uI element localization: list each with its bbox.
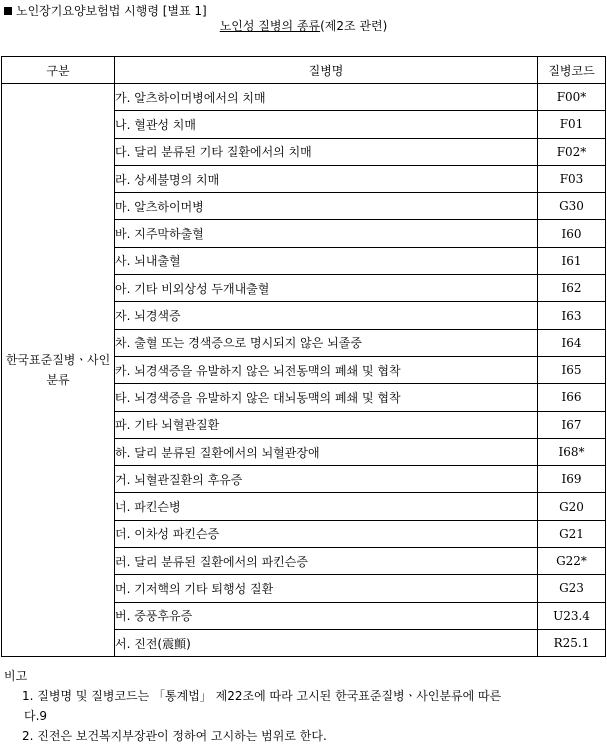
disease-code-cell: I67	[538, 411, 606, 438]
disease-name-cell: 아. 기타 비외상성 두개내출혈	[115, 275, 538, 302]
disease-name-cell: 거. 뇌혈관질환의 후유증	[115, 466, 538, 493]
disease-code-cell: G21	[538, 520, 606, 547]
category-cell: 한국표준질병ㆍ사인분류	[2, 84, 115, 657]
disease-code-cell: G30	[538, 193, 606, 220]
header-code: 질병코드	[538, 57, 606, 84]
table-row	[2, 84, 606, 111]
square-bullet-icon	[4, 7, 12, 15]
disease-code-cell: I61	[538, 247, 606, 274]
note-item-2: 2. 진전은 보건복지부장관이 정하여 고시하는 범위로 한다.	[22, 729, 327, 743]
disease-name-cell: 다. 달리 분류된 기타 질환에서의 치매	[115, 138, 538, 165]
disease-code-cell: G20	[538, 493, 606, 520]
disease-name-cell: 버. 중풍후유증	[115, 602, 538, 629]
disease-code-cell: I65	[538, 356, 606, 383]
header-text: 노인장기요양보험법 시행령 [별표 1]	[16, 4, 207, 18]
notes-section	[4, 666, 604, 746]
disease-name-cell: 가. 알츠하이머병에서의 치매	[115, 84, 538, 111]
title-suffix: (제2조 관련)	[320, 19, 388, 33]
disease-name-cell: 서. 진전(震顫)	[115, 629, 538, 656]
disease-name-cell: 마. 알츠하이머병	[115, 193, 538, 220]
table-header-row	[2, 57, 606, 84]
disease-name-cell: 바. 지주막하출혈	[115, 220, 538, 247]
disease-code-cell: U23.4	[538, 602, 606, 629]
disease-name-cell: 머. 기저핵의 기타 퇴행성 질환	[115, 575, 538, 602]
disease-code-cell: I63	[538, 302, 606, 329]
page-title	[0, 17, 607, 34]
disease-name-cell: 하. 달리 분류된 질환에서의 뇌혈관장애	[115, 438, 538, 465]
disease-code-cell: G23	[538, 575, 606, 602]
disease-name-cell: 카. 뇌경색증을 유발하지 않은 뇌전동맥의 폐쇄 및 협착	[115, 356, 538, 383]
notes-heading: 비고	[4, 669, 28, 683]
disease-code-cell: I66	[538, 384, 606, 411]
disease-code-cell: I64	[538, 329, 606, 356]
note-item-1-cont: 다.9	[24, 709, 48, 723]
disease-code-cell: I68*	[538, 438, 606, 465]
disease-name-cell: 파. 기타 뇌혈관질환	[115, 411, 538, 438]
disease-code-cell: R25.1	[538, 629, 606, 656]
disease-code-cell: I62	[538, 275, 606, 302]
disease-code-cell: F03	[538, 165, 606, 192]
disease-name-cell: 더. 이차성 파킨슨증	[115, 520, 538, 547]
disease-name-cell: 라. 상세불명의 치매	[115, 165, 538, 192]
disease-code-cell: F00*	[538, 84, 606, 111]
disease-code-cell: G22*	[538, 548, 606, 575]
disease-name-cell: 자. 뇌경색증	[115, 302, 538, 329]
disease-name-cell: 나. 혈관성 치매	[115, 111, 538, 138]
disease-name-cell: 너. 파킨슨병	[115, 493, 538, 520]
disease-name-cell: 타. 뇌경색증을 유발하지 않은 대뇌동맥의 폐쇄 및 협착	[115, 384, 538, 411]
disease-table	[1, 56, 606, 657]
disease-name-cell: 사. 뇌내출혈	[115, 247, 538, 274]
header-disease: 질병명	[115, 57, 538, 84]
title-main: 노인성 질병의 종류	[219, 19, 321, 33]
disease-name-cell: 러. 달리 분류된 질환에서의 파킨슨증	[115, 548, 538, 575]
disease-name-cell: 차. 출혈 또는 경색증으로 명시되지 않은 뇌졸중	[115, 329, 538, 356]
note-item-1: 1. 질병명 및 질병코드는 「통계법」 제22조에 따라 고시된 한국표준질병ㆍ사인분류에 따른	[22, 689, 502, 703]
disease-code-cell: F02*	[538, 138, 606, 165]
header-category: 구분	[2, 57, 115, 84]
disease-code-cell: F01	[538, 111, 606, 138]
disease-code-cell: I60	[538, 220, 606, 247]
disease-code-cell: I69	[538, 466, 606, 493]
